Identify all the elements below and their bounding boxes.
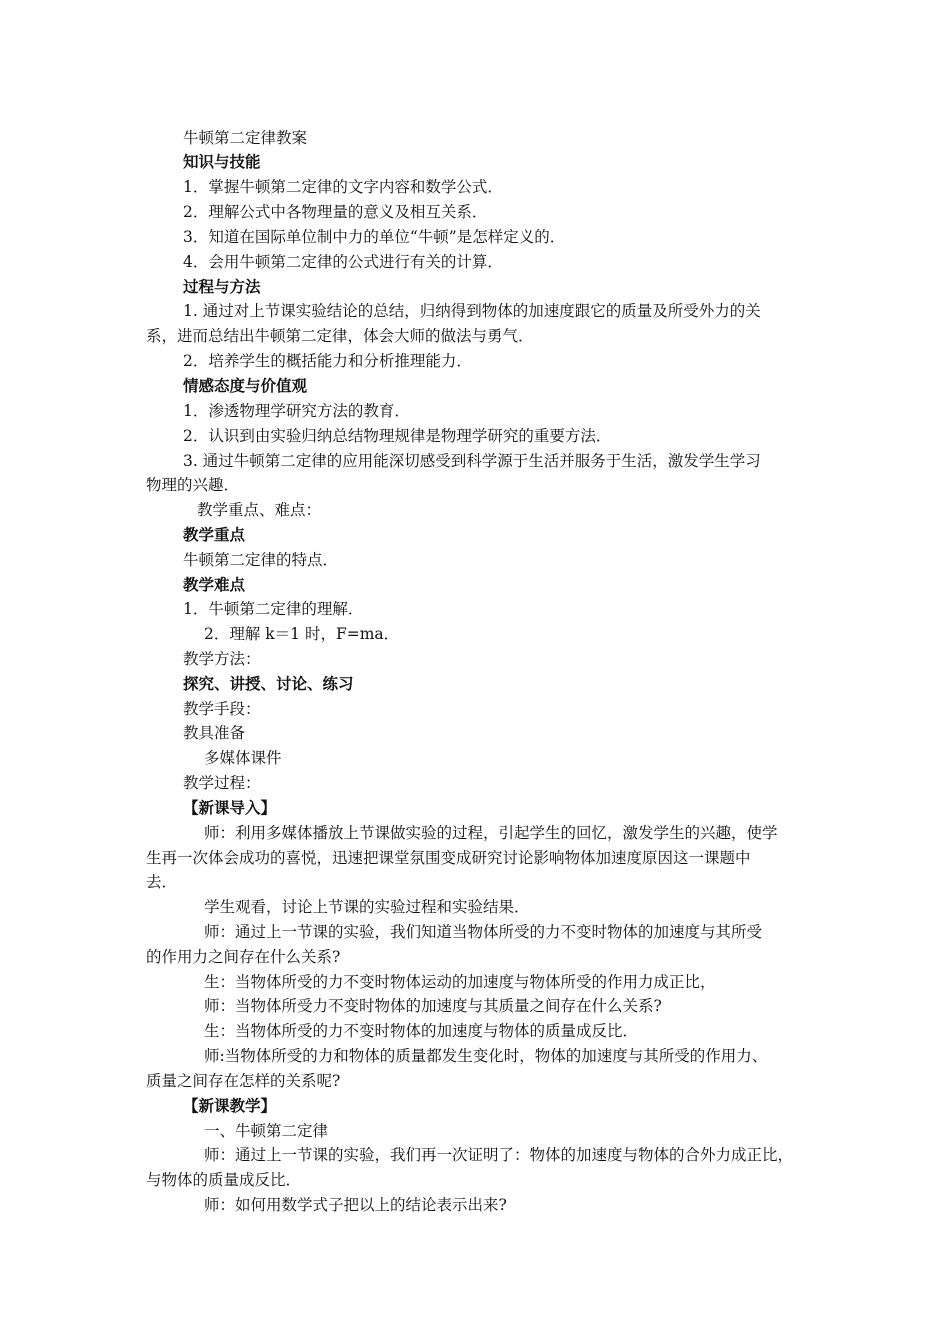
- lesson-para-1b: 与物体的质量成反比．: [146, 1171, 302, 1189]
- key-difficulty-intro: 教学重点、难点：: [197, 501, 322, 519]
- knowledge-item-4: 4．会用牛顿第二定律的公式进行有关的计算．: [183, 253, 503, 271]
- intro-para-4: 生：当物体所受的力不变时物体运动的加速度与物体所受的作用力成正比，: [204, 973, 716, 991]
- process-item-1b: 系，进而总结出牛顿第二定律，体会大师的做法与勇气．: [146, 327, 534, 345]
- heading-process-method: 过程与方法: [183, 278, 261, 296]
- knowledge-item-1: 1．掌握牛顿第二定律的文字内容和数学公式．: [183, 178, 503, 196]
- heading-new-lesson-intro: 【新课导入】: [183, 799, 277, 817]
- process-item-1a: 1. 通过对上节课实验结论的总结，归纳得到物体的加速度跟它的质量及所受外力的关: [183, 302, 761, 320]
- means-intro: 教学手段：: [183, 700, 261, 718]
- emotion-item-3a: 3. 通过牛顿第二定律的应用能深切感受到科学源于生活并服务于生活，激发学生学习: [183, 452, 761, 470]
- intro-para-1a: 师：利用多媒体播放上节课做实验的过程，引起学生的回忆，激发学生的兴趣，使学: [204, 824, 778, 842]
- emotion-item-2: 2．认识到由实验归纳总结物理规律是物理学研究的重要方法．: [183, 427, 612, 445]
- intro-para-7a: 师:当物体所受的力和物体的质量都发生变化时，物体的加速度与其所受的作用力、: [204, 1047, 768, 1065]
- difficulty-item-1: 1．牛顿第二定律的理解．: [183, 600, 364, 618]
- process-item-2: 2．培养学生的概括能力和分析推理能力．: [183, 352, 472, 370]
- section-newton-second-law: 一、牛顿第二定律: [204, 1122, 329, 1140]
- heading-knowledge-skills: 知识与技能: [183, 153, 261, 171]
- knowledge-item-2: 2．理解公式中各物理量的意义及相互关系．: [183, 203, 488, 221]
- intro-para-1b: 生再一次体会成功的喜悦，迅速把课堂氛围变成研究讨论影响物体加速度原因这一课题中: [146, 849, 751, 867]
- heading-new-lesson-teaching: 【新课教学】: [183, 1097, 277, 1115]
- knowledge-item-3: 3．知道在国际单位制中力的单位“牛顿”是怎样定义的．: [183, 228, 566, 246]
- teaching-methods: 探究、讲授、讨论、练习: [183, 675, 354, 693]
- intro-para-3a: 师：通过上一节课的实验，我们知道当物体所受的力不变时物体的加速度与其所受: [204, 923, 763, 941]
- heading-teaching-key: 教学重点: [183, 526, 246, 544]
- intro-para-1c: 去．: [146, 873, 178, 891]
- lesson-para-2: 师：如何用数学式子把以上的结论表示出来?: [204, 1196, 507, 1214]
- emotion-item-3b: 物理的兴趣．: [146, 476, 240, 494]
- intro-para-2: 学生观看，讨论上节课的实验过程和实验结果．: [204, 898, 530, 916]
- difficulty-item-2: 2．理解 k＝1 时，F=ma．: [204, 625, 400, 643]
- lesson-para-1a: 师：通过上一节课的实验，我们再一次证明了：物体的加速度与物体的合外力成正比，: [204, 1146, 794, 1164]
- intro-para-3b: 的作用力之间存在什么关系?: [146, 948, 341, 966]
- intro-para-6: 生：当物体所受的力不变时物体的加速度与物体的质量成反比．: [204, 1022, 639, 1040]
- heading-emotion-values: 情感态度与价值观: [183, 377, 308, 395]
- doc-title: 牛顿第二定律教案: [183, 129, 308, 147]
- heading-teaching-difficulty: 教学难点: [183, 576, 246, 594]
- method-intro: 教学方法：: [183, 650, 261, 668]
- teaching-key-text: 牛顿第二定律的特点．: [183, 551, 339, 569]
- emotion-item-1: 1．渗透物理学研究方法的教育．: [183, 402, 410, 420]
- intro-para-7b: 质量之间存在怎样的关系呢?: [146, 1072, 341, 1090]
- process-intro: 教学过程：: [183, 774, 261, 792]
- tools-intro: 教具准备: [183, 724, 246, 742]
- tools-text: 多媒体课件: [204, 749, 282, 767]
- intro-para-5: 师：当物体所受力不变时物体的加速度与其质量之间存在什么关系?: [204, 997, 662, 1015]
